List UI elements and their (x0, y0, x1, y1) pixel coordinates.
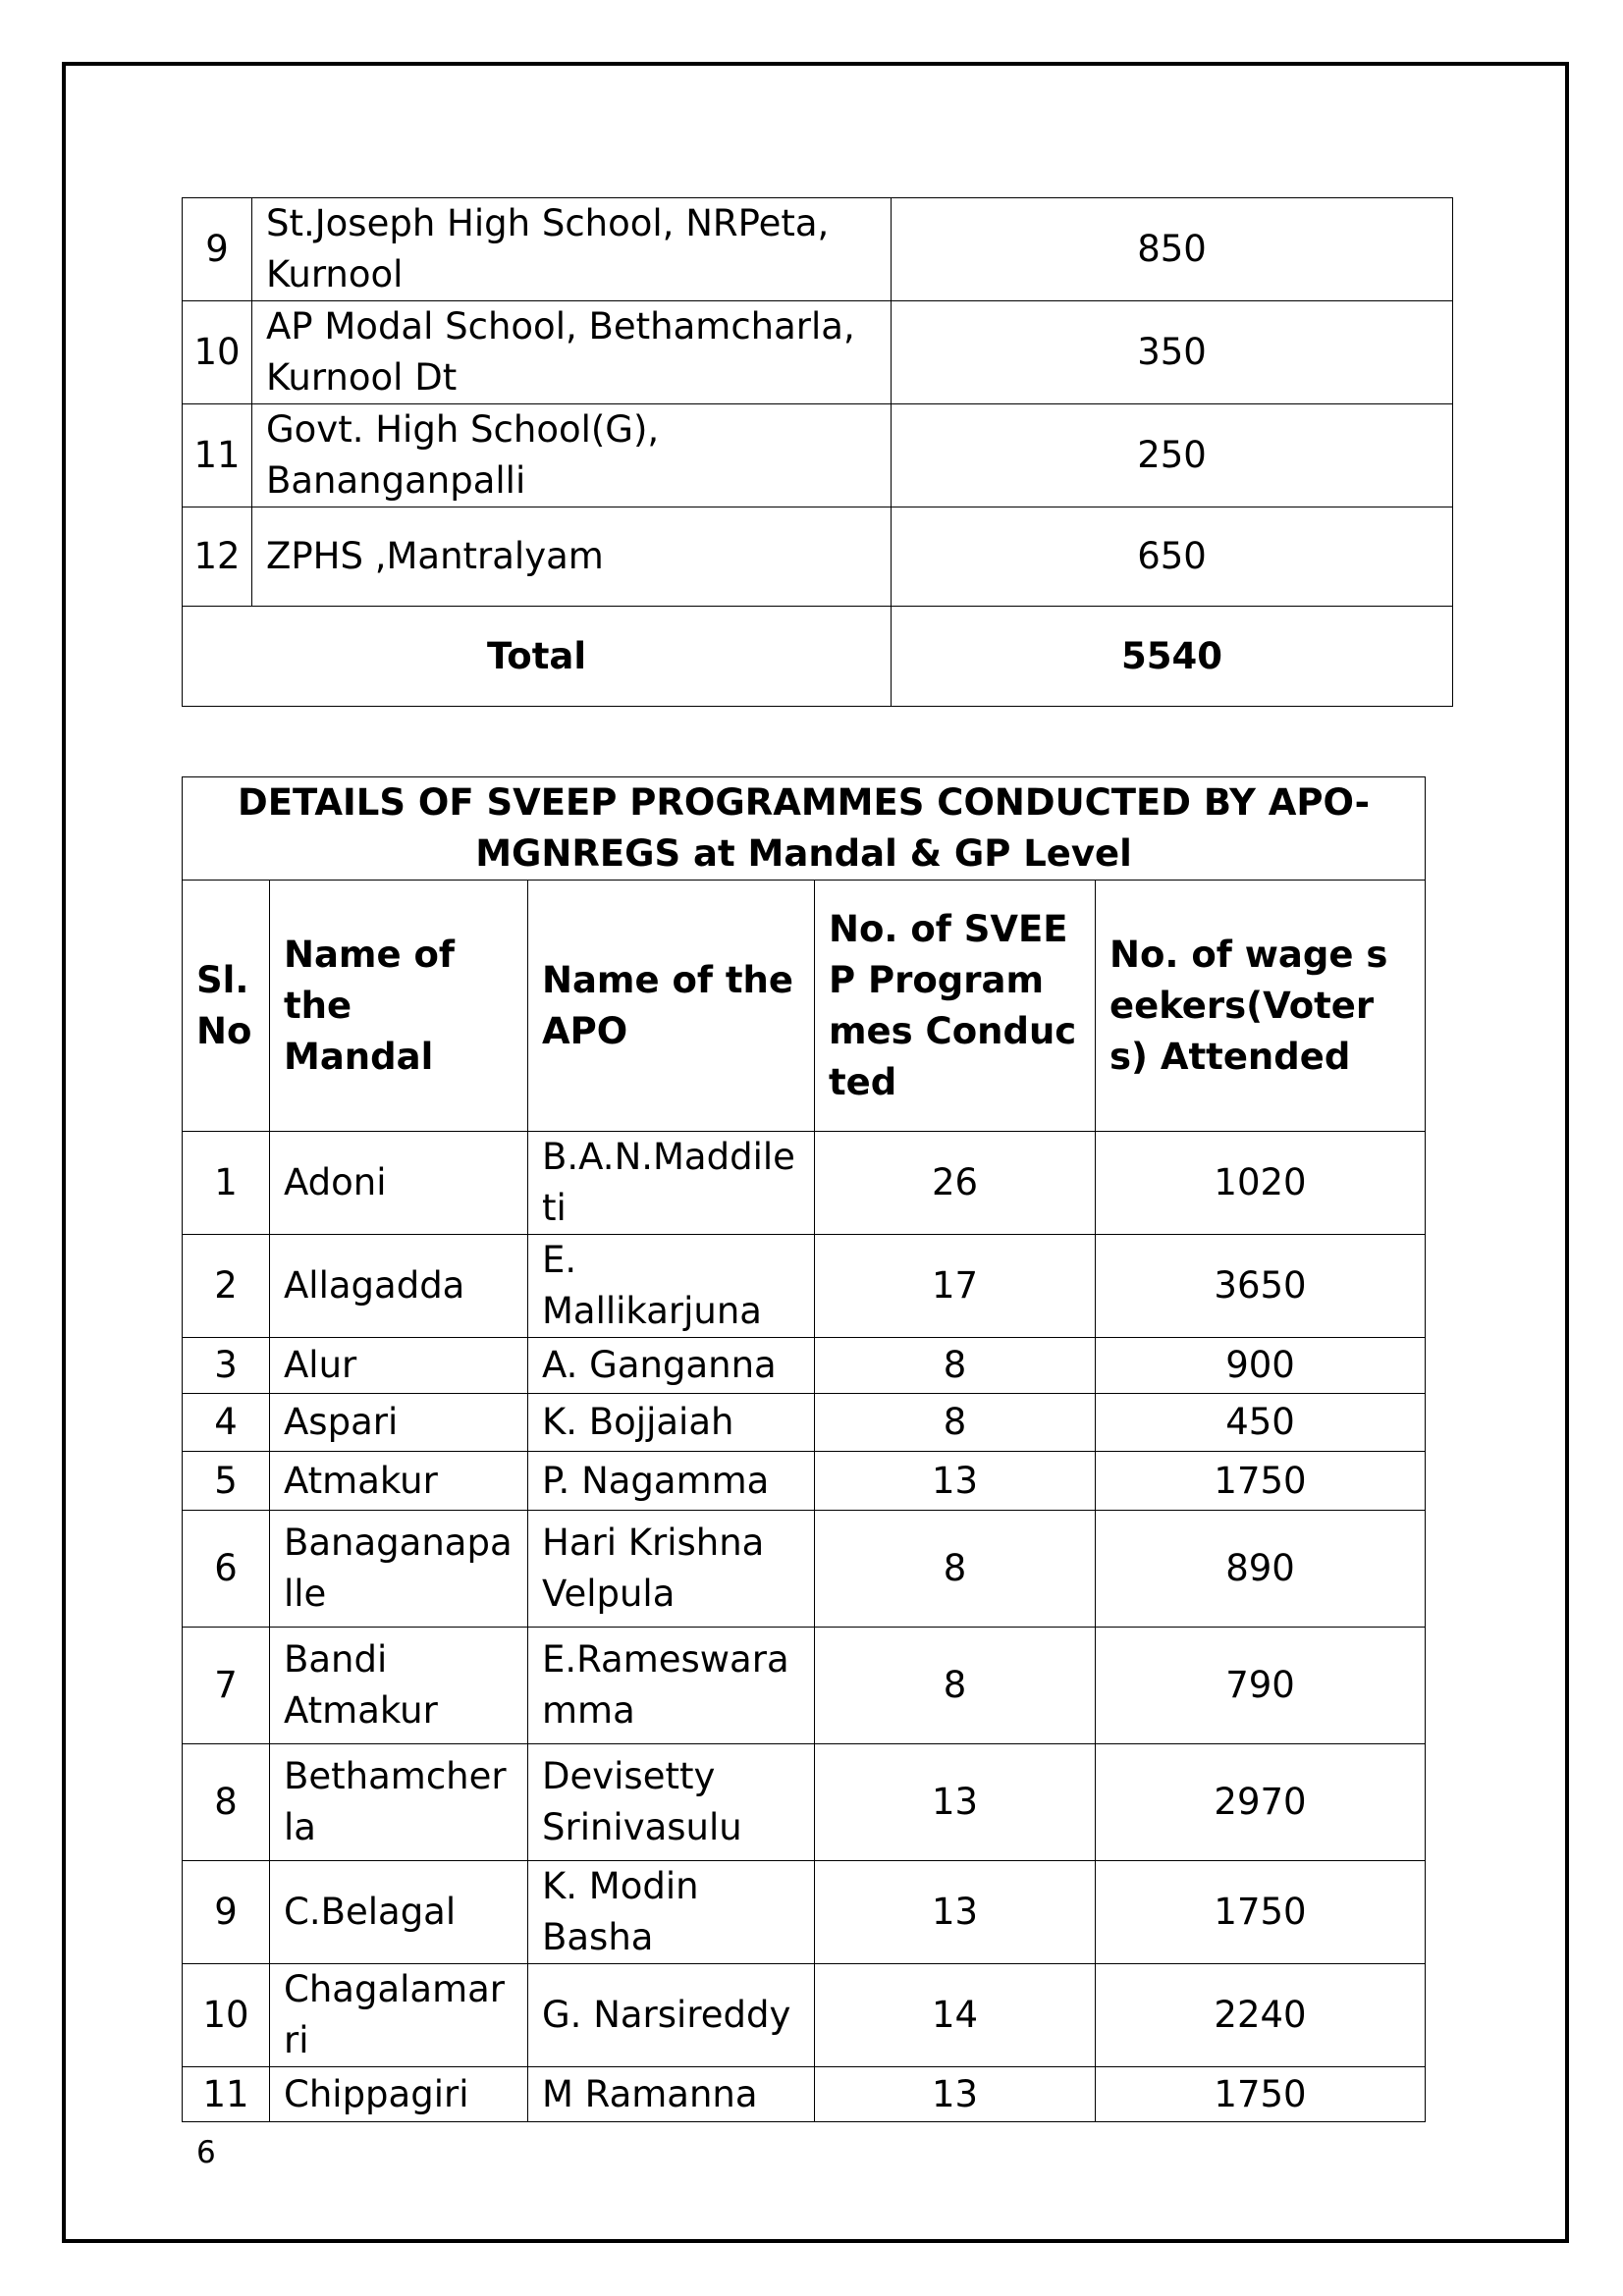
apo-cell: K. Modin Basha (528, 1861, 815, 1964)
programmes-cell: 13 (815, 1744, 1096, 1861)
table-row (183, 301, 1453, 404)
attended-cell: 890 (1096, 1511, 1426, 1628)
programmes-cell: 8 (815, 1628, 1096, 1744)
attended-cell: 790 (1096, 1628, 1426, 1744)
sl-cell: 12 (183, 507, 252, 607)
table-row (183, 1964, 1426, 2067)
sl-cell: 1 (183, 1132, 270, 1235)
table-row (183, 2067, 1426, 2122)
apo-cell: P. Nagamma (528, 1452, 815, 1511)
attended-cell: 1750 (1096, 1861, 1426, 1964)
mandal-cell: Chagalamarri (270, 1964, 528, 2067)
apo-cell: G. Narsireddy (528, 1964, 815, 2067)
programmes-cell: 14 (815, 1964, 1096, 2067)
total-label: Total (183, 607, 892, 707)
programmes-cell: 13 (815, 1452, 1096, 1511)
mandal-cell: Bethamcherla (270, 1744, 528, 1861)
apo-cell: E.Rameswaramma (528, 1628, 815, 1744)
table-row (183, 1511, 1426, 1628)
header-sl: Sl. No (183, 881, 270, 1132)
attended-cell: 450 (1096, 1394, 1426, 1452)
sl-cell: 11 (183, 2067, 270, 2122)
attended-cell: 2240 (1096, 1964, 1426, 2067)
table-row (183, 1394, 1426, 1452)
count-cell: 650 (892, 507, 1453, 607)
sl-cell: 6 (183, 1511, 270, 1628)
apo-cell: Hari Krishna Velpula (528, 1511, 815, 1628)
header-programmes: No. of SVEEP Programmes Conducted (815, 881, 1096, 1132)
table-row (183, 1628, 1426, 1744)
apo-cell: E. Mallikarjuna (528, 1235, 815, 1338)
table-row (183, 404, 1453, 507)
table-row (183, 507, 1453, 607)
mandal-cell: Bandi Atmakur (270, 1628, 528, 1744)
table-row (183, 1235, 1426, 1338)
sl-cell: 5 (183, 1452, 270, 1511)
count-cell: 350 (892, 301, 1453, 404)
school-name-cell: ZPHS ,Mantralyam (252, 507, 892, 607)
sl-cell: 2 (183, 1235, 270, 1338)
apo-cell: A. Ganganna (528, 1338, 815, 1394)
sveep-table-title: DETAILS OF SVEEP PROGRAMMES CONDUCTED BY APO-MGNREGS at Mandal & GP Level (183, 777, 1426, 881)
school-name-cell: AP Modal School, Bethamcharla, Kurnool Dt (252, 301, 892, 404)
apo-cell: Devisetty Srinivasulu (528, 1744, 815, 1861)
header-mandal: Name of the Mandal (270, 881, 528, 1132)
attended-cell: 1020 (1096, 1132, 1426, 1235)
school-name-cell: St.Joseph High School, NRPeta, Kurnool (252, 198, 892, 301)
programmes-cell: 8 (815, 1511, 1096, 1628)
sl-cell: 10 (183, 301, 252, 404)
header-apo: Name of the APO (528, 881, 815, 1132)
apo-cell: B.A.N.Maddileti (528, 1132, 815, 1235)
mandal-cell: Alur (270, 1338, 528, 1394)
mandal-cell: C.Belagal (270, 1861, 528, 1964)
mandal-cell: Banaganapalle (270, 1511, 528, 1628)
sl-cell: 11 (183, 404, 252, 507)
school-name-cell: Govt. High School(G), Bananganpalli (252, 404, 892, 507)
sl-cell: 3 (183, 1338, 270, 1394)
programmes-cell: 17 (815, 1235, 1096, 1338)
programmes-cell: 8 (815, 1338, 1096, 1394)
schools-table (182, 197, 1453, 707)
sl-cell: 8 (183, 1744, 270, 1861)
table-row (183, 1132, 1426, 1235)
count-cell: 250 (892, 404, 1453, 507)
apo-cell: K. Bojjaiah (528, 1394, 815, 1452)
attended-cell: 1750 (1096, 2067, 1426, 2122)
mandal-cell: Chippagiri (270, 2067, 528, 2122)
sl-cell: 4 (183, 1394, 270, 1452)
mandal-cell: Aspari (270, 1394, 528, 1452)
programmes-cell: 13 (815, 1861, 1096, 1964)
mandal-cell: Allagadda (270, 1235, 528, 1338)
table-row (183, 1452, 1426, 1511)
apo-cell: M Ramanna (528, 2067, 815, 2122)
total-row (183, 607, 1453, 707)
sveep-table (182, 776, 1426, 2122)
table-row (183, 1861, 1426, 1964)
table-row (183, 1338, 1426, 1394)
attended-cell: 3650 (1096, 1235, 1426, 1338)
table-row (183, 1744, 1426, 1861)
attended-cell: 1750 (1096, 1452, 1426, 1511)
page-number: 6 (196, 2135, 216, 2170)
programmes-cell: 26 (815, 1132, 1096, 1235)
programmes-cell: 8 (815, 1394, 1096, 1452)
sl-cell: 10 (183, 1964, 270, 2067)
programmes-cell: 13 (815, 2067, 1096, 2122)
sl-cell: 9 (183, 198, 252, 301)
sl-cell: 9 (183, 1861, 270, 1964)
total-value: 5540 (892, 607, 1453, 707)
table-row (183, 198, 1453, 301)
mandal-cell: Atmakur (270, 1452, 528, 1511)
mandal-cell: Adoni (270, 1132, 528, 1235)
header-attended: No. of wage seekers(Voters) Attended (1096, 881, 1426, 1132)
count-cell: 850 (892, 198, 1453, 301)
attended-cell: 900 (1096, 1338, 1426, 1394)
sl-cell: 7 (183, 1628, 270, 1744)
attended-cell: 2970 (1096, 1744, 1426, 1861)
